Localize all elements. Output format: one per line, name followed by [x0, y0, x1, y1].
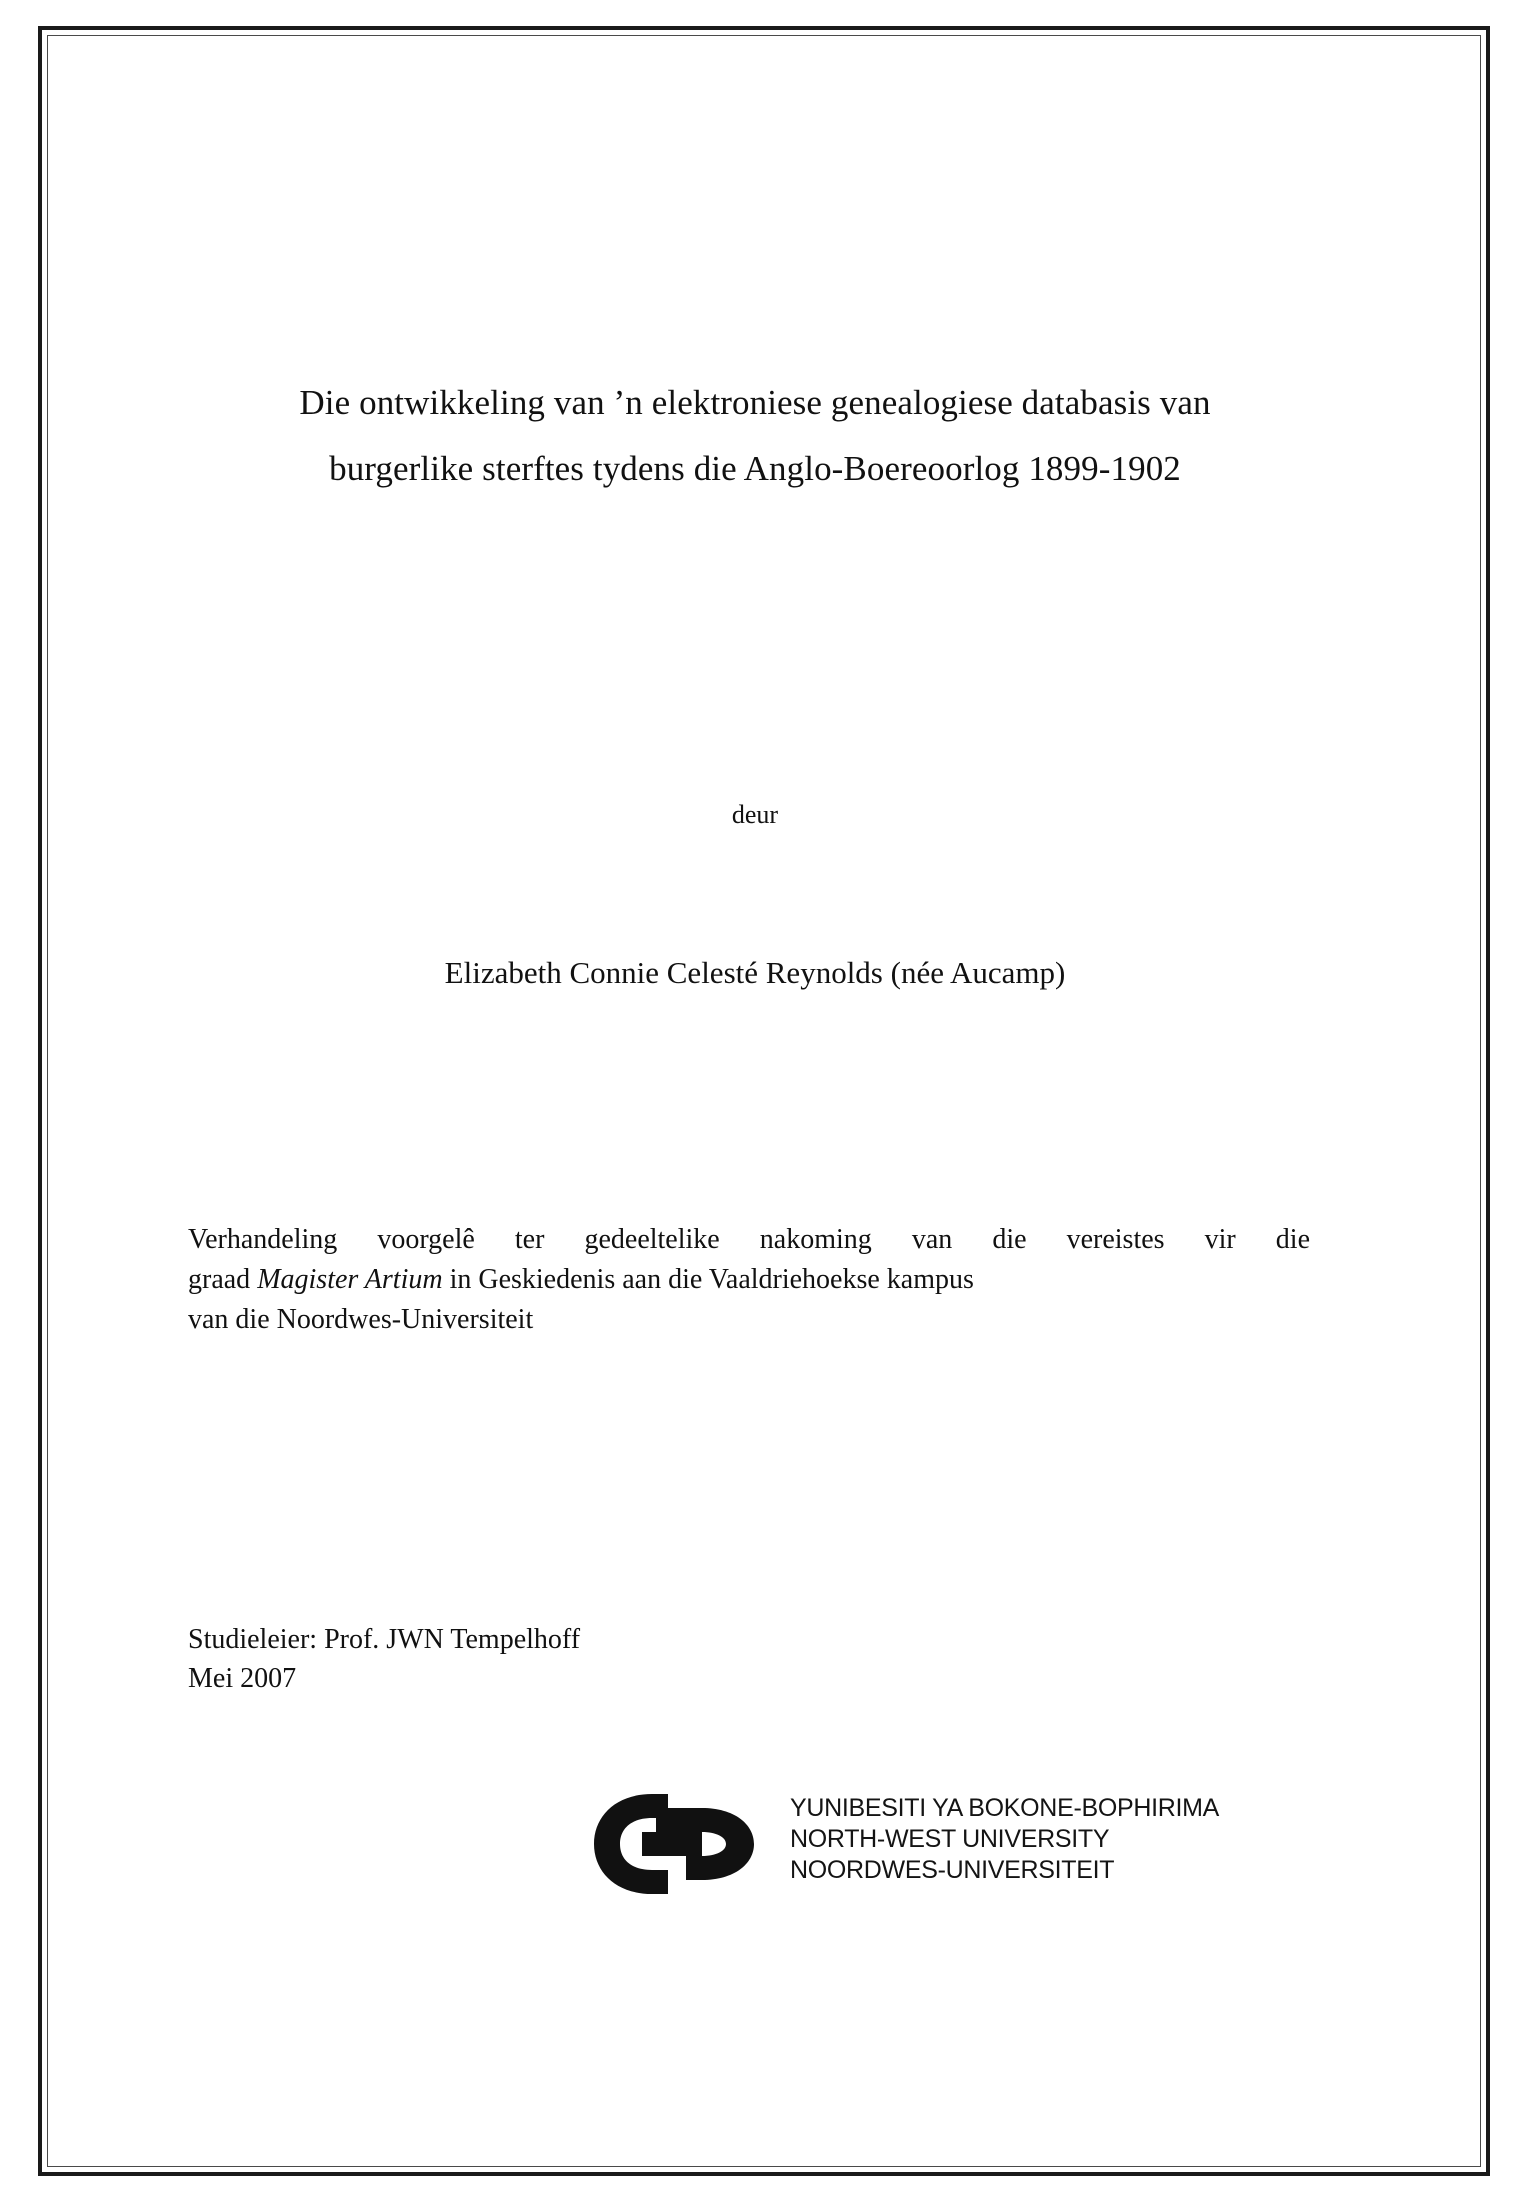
statement-line-2: [188, 1260, 1310, 1300]
statement-line-3: van die Noordwes-Universiteit: [188, 1304, 534, 1335]
nwu-logo-mark: [590, 1790, 780, 1898]
date-line: Mei 2007: [188, 1663, 297, 1694]
statement-line-1: Verhandeling voorgelê ter gedeeltelike nakoming van die vereistes vir die: [188, 1224, 1310, 1255]
page-content: [150, 0, 1350, 2206]
logo-line-english: NORTH-WEST UNIVERSITY: [790, 1825, 1110, 1853]
title-line-1: Die ontwikkeling van ’n elektroniese genealogiese databasis van: [299, 383, 1211, 422]
statement-line-2-after: in Geskiedenis aan die Vaaldriehoekse kampus: [442, 1264, 974, 1295]
supervisor-line: Studieleier: Prof. JWN Tempelhoff: [188, 1624, 581, 1655]
by-label: deur: [731, 800, 779, 829]
nwu-logo-text: [790, 1793, 1219, 1886]
logo-line-setswana: YUNIBESITI YA BOKONE-BOPHIRIMA: [790, 1794, 1220, 1822]
statement-line-2-before: graad: [188, 1264, 258, 1295]
university-logo: [590, 1785, 1230, 1905]
thesis-title: [180, 370, 1330, 502]
author-name: Elizabeth Connie Celesté Reynolds (née Aucamp): [444, 955, 1066, 990]
title-line-2: burgerlike sterftes tydens die Anglo-Boereoorlog 1899-1902: [329, 449, 1181, 488]
degree-name: Magister Artium: [257, 1264, 443, 1295]
logo-line-afrikaans: NOORDWES-UNIVERSITEIT: [790, 1856, 1115, 1884]
supervisor-and-date: [188, 1620, 1088, 1698]
degree-statement: [188, 1220, 1310, 1340]
